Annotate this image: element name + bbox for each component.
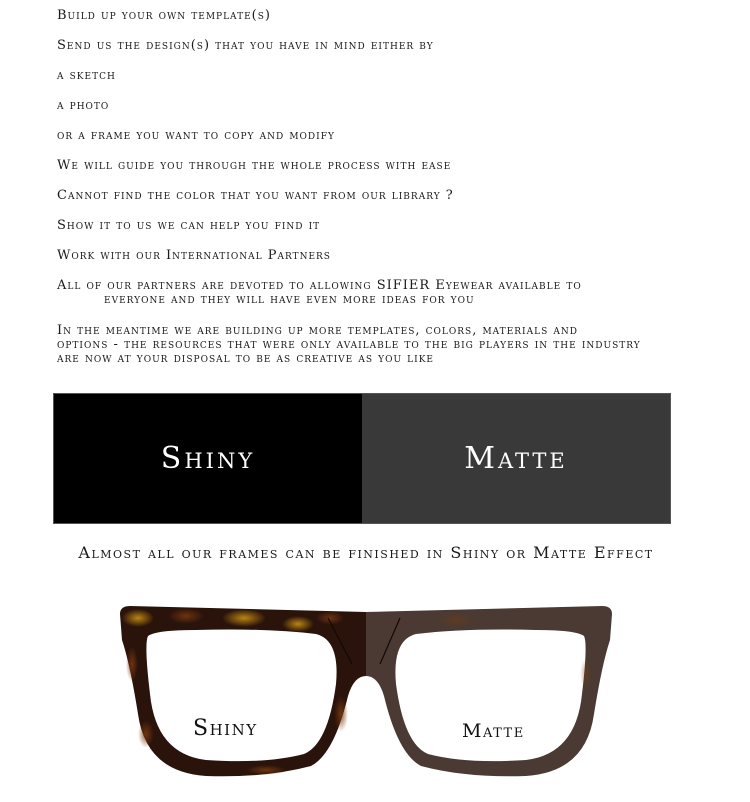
intro-meantime-paragraph bbox=[57, 324, 641, 366]
meantime-line-2: options - the resources that were only available to the big players in the industry bbox=[57, 337, 641, 352]
intro-line-partners-heading: Work with our International Partners bbox=[57, 248, 331, 263]
right-lens-label: Matte bbox=[462, 720, 525, 742]
matte-panel-label: Matte bbox=[464, 441, 568, 476]
intro-line-photo: a photo bbox=[57, 98, 110, 113]
intro-partners-paragraph bbox=[57, 279, 582, 307]
intro-line-template: Build up your own template(s) bbox=[57, 8, 271, 23]
intro-line-frame-copy: or a frame you want to copy and modify bbox=[57, 128, 335, 143]
left-lens-label: Shiny bbox=[193, 716, 258, 741]
meantime-line-1: In the meantime we are building up more templates, colors, materials and bbox=[57, 323, 578, 338]
finish-banner bbox=[53, 393, 671, 524]
shiny-panel-label: Shiny bbox=[160, 441, 256, 476]
glasses-illustration bbox=[116, 604, 616, 784]
shiny-panel bbox=[54, 394, 362, 523]
intro-line-sketch: a sketch bbox=[57, 68, 116, 83]
partners-line-2: everyone and they will have even more ideas for you bbox=[104, 292, 475, 307]
matte-panel bbox=[362, 394, 670, 523]
partners-line-1: All of our partners are devoted to allowing SIFIER Eyewear available to bbox=[57, 278, 582, 293]
intro-line-show: Show it to us we can help you find it bbox=[57, 218, 321, 233]
meantime-line-3: are now at your disposal to be as creative as you like bbox=[57, 351, 435, 366]
intro-line-guide: We will guide you through the whole process with ease bbox=[57, 158, 452, 173]
finish-caption: Almost all our frames can be finished in Shiny or Matte Effect bbox=[78, 543, 654, 562]
intro-line-send-design: Send us the design(s) that you have in mind either by bbox=[57, 38, 434, 53]
glasses-frame bbox=[120, 606, 612, 776]
intro-line-color: Cannot find the color that you want from our library ? bbox=[57, 188, 454, 203]
